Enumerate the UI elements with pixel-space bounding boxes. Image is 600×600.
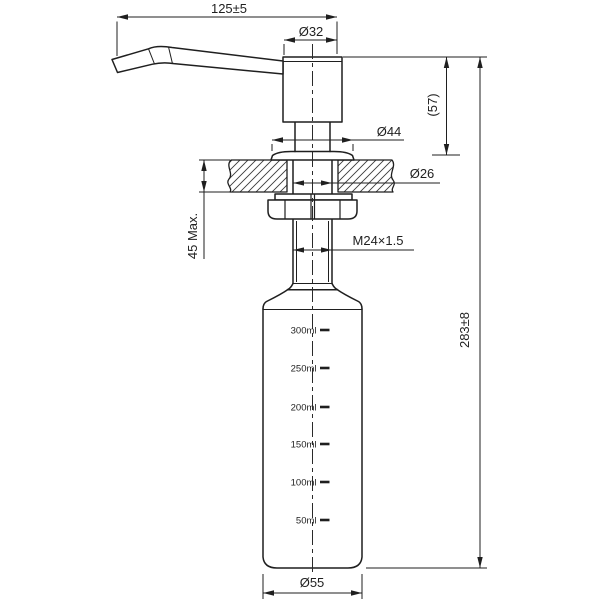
dimension-counter-thickness — [185, 160, 230, 259]
dim-text-44: Ø44 — [376, 124, 402, 139]
arrow-125-left — [117, 14, 128, 19]
dim-text-57: (57) — [425, 93, 440, 117]
dimension-head-height — [425, 57, 460, 155]
arrow-26-left — [293, 180, 304, 185]
scale-label-200ml: 200ml — [290, 402, 317, 414]
arrow-32-right — [326, 37, 337, 42]
dim-text-55: Ø55 — [299, 575, 325, 590]
arrow-55-left — [263, 590, 274, 595]
arrow-55-right — [351, 590, 362, 595]
arrow-125-right — [326, 14, 337, 19]
arrow-26-right — [321, 180, 332, 185]
bottle-shoulder-left — [263, 290, 288, 310]
arrow-thread-right — [321, 247, 332, 252]
spout-outline — [112, 47, 283, 74]
counter-slab-right — [338, 160, 394, 192]
arrow-45-up — [201, 160, 206, 171]
dim-text-45: 45 Max. — [185, 212, 200, 260]
dim-text-26: Ø26 — [409, 166, 435, 181]
nut-lip — [275, 194, 352, 200]
arrow-283-down — [477, 557, 482, 568]
arrow-32-left — [284, 37, 295, 42]
arrow-57-up — [444, 57, 449, 68]
dim-text-thread: M24×1.5 — [352, 233, 404, 248]
counter-slab-left — [228, 160, 287, 192]
dim-text-283: 283±8 — [457, 311, 472, 349]
arrow-45-down — [201, 181, 206, 192]
scale-label-50ml: 50ml — [295, 515, 317, 527]
collar-left — [288, 284, 294, 290]
scale-label-100ml: 100ml — [290, 477, 317, 489]
bottle-shoulder-right — [337, 290, 362, 310]
scale-label-300ml: 300ml — [290, 325, 317, 337]
spout — [112, 47, 283, 74]
bottle-scale — [291, 326, 330, 527]
collar-right — [332, 284, 338, 290]
scale-label-250ml: 250ml — [290, 363, 317, 375]
dimension-head-diameter — [284, 24, 337, 55]
scale-label-150ml: 150ml — [290, 439, 317, 451]
arrow-283-up — [477, 57, 482, 68]
arrow-44-right — [342, 137, 353, 142]
dim-text-32: Ø32 — [298, 24, 324, 39]
dimension-thread-spec — [293, 233, 414, 253]
arrow-44-left — [272, 137, 283, 142]
dimension-bottle-diameter — [263, 574, 362, 599]
dim-text-125: 125±5 — [210, 1, 248, 16]
dimension-overall-height — [343, 57, 487, 568]
countertop-section — [228, 160, 394, 192]
arrow-thread-left — [293, 247, 304, 252]
dimension-flange-diameter — [272, 124, 404, 151]
arrow-57-down — [444, 144, 449, 155]
